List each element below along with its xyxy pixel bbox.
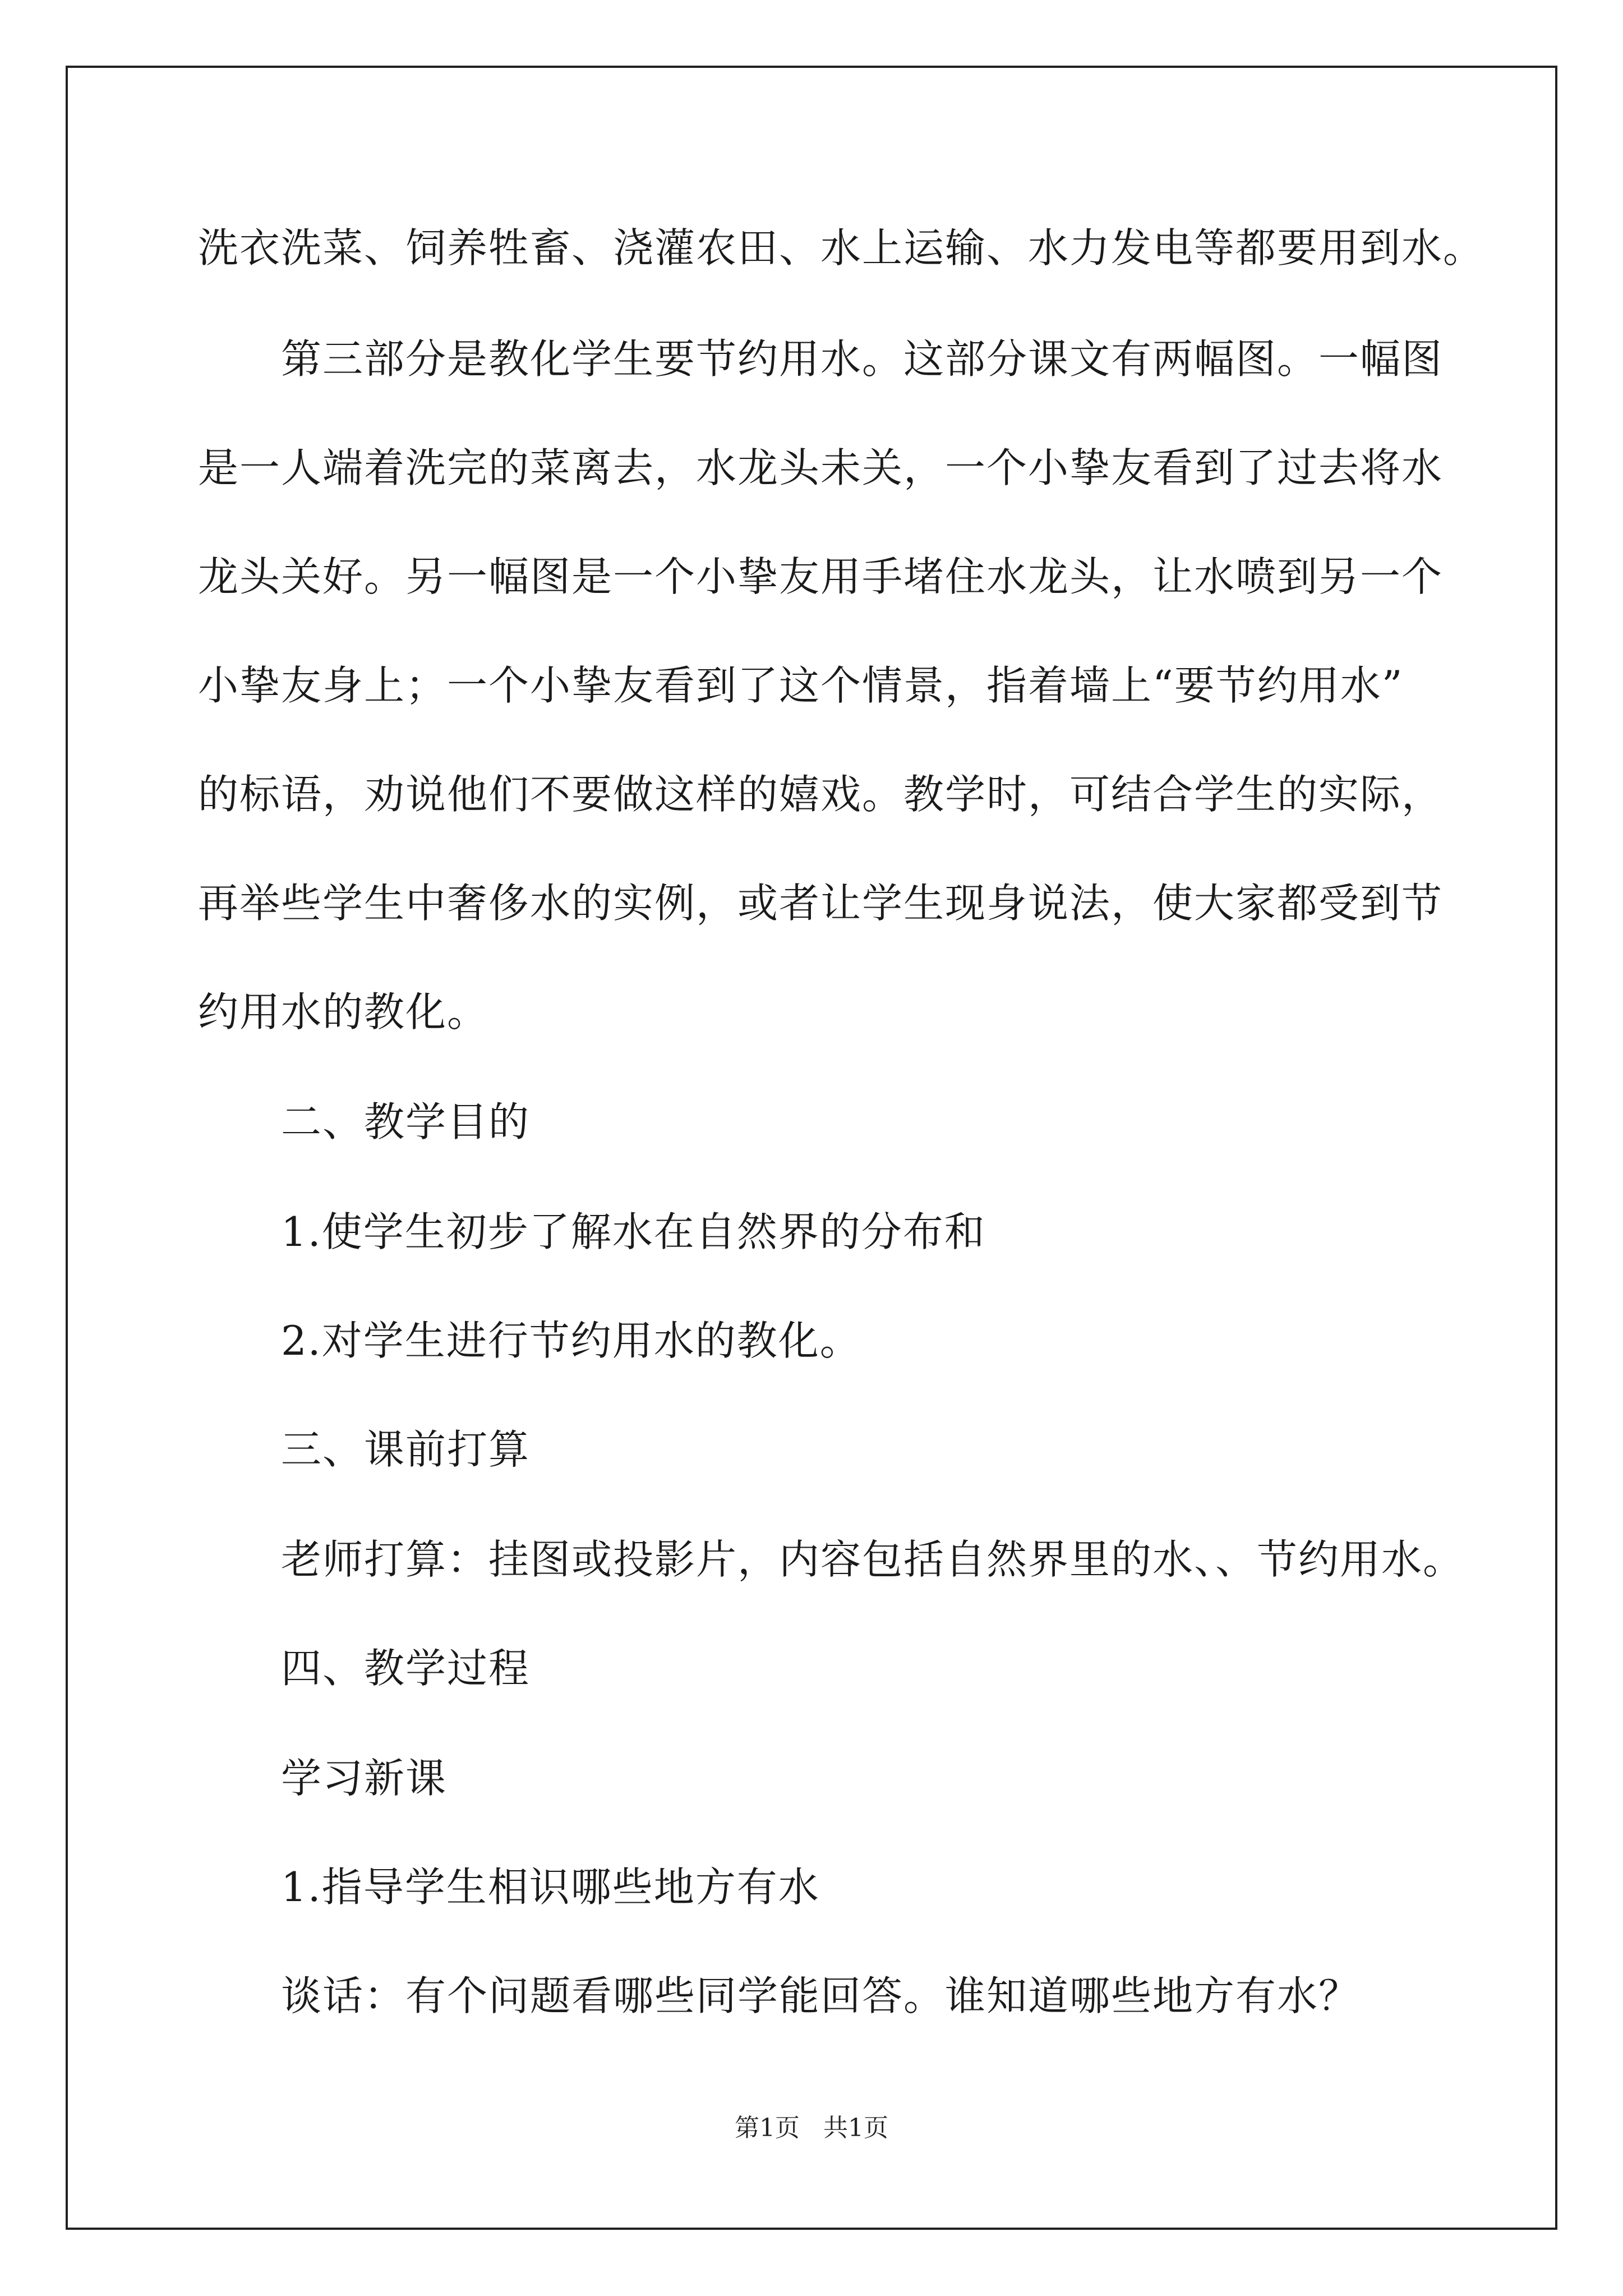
text-line: 龙头关好。另一幅图是一个小挚友用手堵住水龙头，让水喷到另一个 [198,553,1444,600]
list-item: 1.指导学生相识哪些地方有水 [281,1864,820,1911]
text-line: 谈话：有个问题看哪些同学能回答。谁知道哪些地方有水？ [281,1972,1361,2019]
text-line: 是一人端着洗完的菜离去，水龙头未关，一个小挚友看到了过去将水 [198,444,1444,491]
text-line: 洗衣洗菜、饲养牲畜、浇灌农田、水上运输、水力发电等都要用到水。 [198,224,1485,272]
text-line: 约用水的教化。 [198,988,489,1036]
text-line: 的标语，劝说他们不要做这样的嬉戏。教学时，可结合学生的实际， [198,771,1444,818]
page-total: 共1页 [823,2114,888,2142]
text-line: 再举些学生中奢侈水的实例，或者让学生现身说法，使大家都受到节 [198,880,1444,927]
section-heading: 三、课前打算 [281,1426,531,1473]
page-footer [0,2111,1623,2145]
text-line: 小挚友身上；一个小挚友看到了这个情景，指着墙上“要节约用水” [198,662,1404,709]
section-heading: 四、教学过程 [281,1645,531,1692]
page-number: 第1页 [735,2114,800,2142]
list-item: 1.使学生初步了解水在自然界的分布和 [281,1208,986,1255]
text-line: 第三部分是教化学生要节约用水。这部分课文有两幅图。一幅图 [281,335,1444,383]
subsection-heading: 学习新课 [281,1755,448,1802]
list-item: 2.对学生进行节约用水的教化。 [281,1317,861,1364]
text-line: 老师打算：挂图或投影片，内容包括自然界里的水、、节约用水。 [281,1536,1465,1583]
section-heading: 二、教学目的 [281,1098,531,1145]
